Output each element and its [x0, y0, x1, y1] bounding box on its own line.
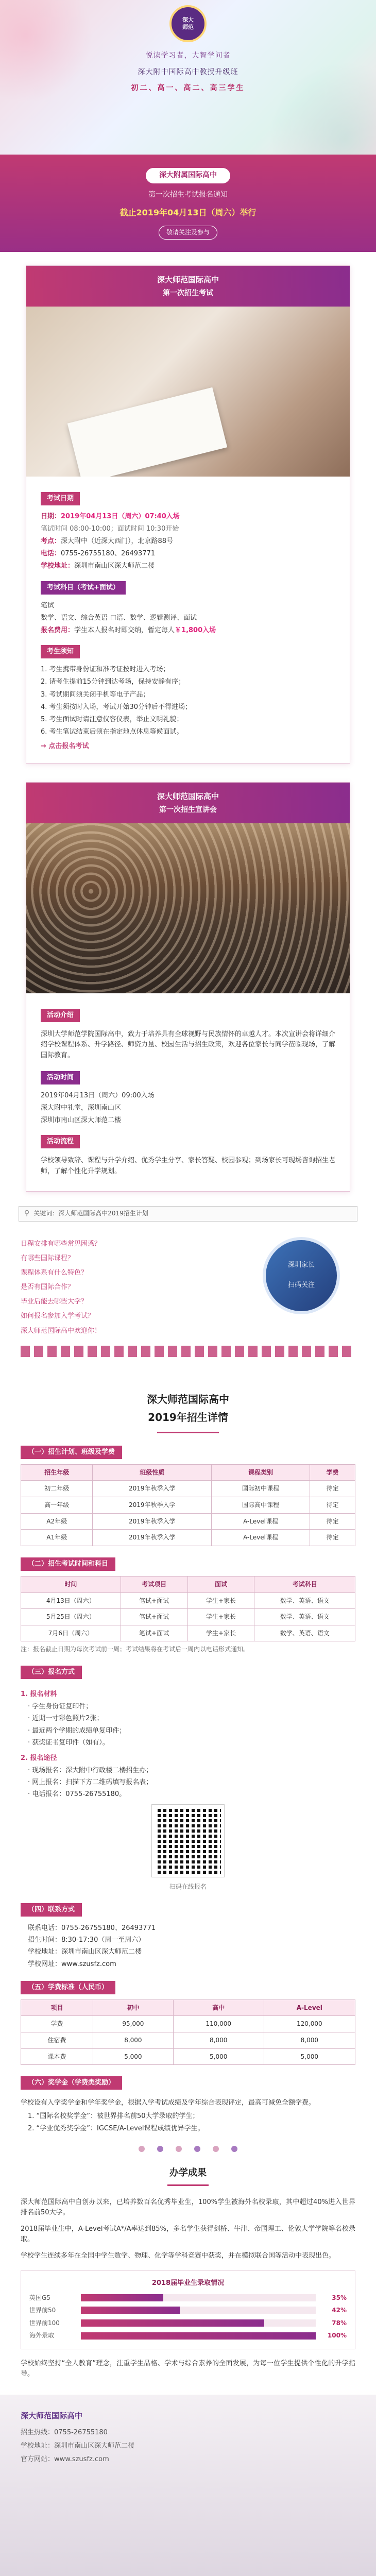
exam-card	[26, 265, 350, 764]
follow-badge[interactable]	[263, 1237, 340, 1314]
qr-caption: 扫码在线报名	[169, 1883, 207, 1891]
schedule-table	[21, 1576, 355, 1641]
bar-row	[29, 2306, 347, 2315]
table-cell: 国际高中课程	[212, 1497, 310, 1514]
dot	[139, 2146, 145, 2152]
achievements-body-2	[21, 2359, 355, 2379]
table-cell: 数学、英语、语文	[254, 1609, 355, 1625]
table-cell: 学生+家长	[187, 1609, 254, 1625]
fee-block	[21, 1981, 355, 2065]
table-row	[21, 1592, 355, 1609]
achievements-underline	[167, 2184, 209, 2186]
chart-title: 2018届毕业生录取情况	[151, 2279, 225, 2287]
table-cell: 笔试+面试	[121, 1625, 187, 1641]
bar-fill	[81, 2294, 163, 2301]
exam-card-body	[26, 477, 350, 764]
bar-value: 35%	[332, 2294, 347, 2301]
exam-notice: 第一次招生考试报名通知	[148, 190, 228, 199]
apply-block	[21, 1666, 355, 1892]
col-header: 学费	[310, 1464, 355, 1481]
seminar-addr: 深圳市南山区深大师范二楼	[41, 1116, 122, 1125]
table-row	[21, 1497, 355, 1514]
plan-head: （一）招生计划、班级及学费	[21, 1446, 122, 1459]
table-cell: 7月6日（周六）	[21, 1625, 121, 1641]
table-cell: 120,000	[264, 2016, 355, 2032]
dot	[194, 2146, 200, 2152]
seminar-time-label: 活动时间	[41, 1071, 80, 1084]
table-cell: 待定	[310, 1497, 355, 1514]
contact-item: 学校地址：深圳市南山区深大师范二楼	[28, 1948, 142, 1956]
exam-slot: 笔试时间 08:00-10:00；面试时间 10:30开始	[41, 524, 179, 533]
search-icon: ⚲	[24, 1209, 30, 1217]
exam-card-title: 深大师范国际高中	[157, 275, 219, 284]
seminar-card-body	[26, 993, 350, 1191]
exam-addr-value: 深圳市南山区深大师范二楼	[74, 562, 155, 570]
exam-notice-item: 3. 考试期间须关闭手机等电子产品；	[41, 690, 150, 699]
exam-tel-key: 电话：	[41, 550, 61, 558]
search-bar[interactable]	[19, 1206, 357, 1222]
table-cell: 8,000	[173, 2032, 264, 2048]
exam-card-subtitle: 第一次招生考试	[163, 289, 213, 298]
table-cell: 5月25日（周六）	[21, 1609, 121, 1625]
exam-tel	[41, 549, 335, 559]
col-header: 高中	[173, 1999, 264, 2016]
table-row	[21, 1625, 355, 1641]
fee-head: （五）学费标准（人民币）	[21, 1981, 115, 1994]
faq-item[interactable]: 是否有国际合作？	[21, 1283, 75, 1292]
exam-tel-value: 0755-26755180、26493771	[61, 550, 156, 558]
bar-label: 海外录取	[29, 2332, 55, 2340]
table-cell: 4月13日（周六）	[21, 1592, 121, 1609]
exam-band	[0, 155, 376, 252]
faq-item[interactable]: 深大师范国际高中欢迎你！	[21, 1327, 101, 1335]
bar-track	[81, 2307, 316, 2314]
school-logo	[169, 5, 207, 42]
table-cell: 待定	[310, 1513, 355, 1530]
table-cell: A1年级	[21, 1530, 93, 1546]
contact-item: 招生时间：8:30-17:30（周一至周六）	[28, 1936, 145, 1944]
achievements-p3: 学校学生连续多年在全国中学生数学、物理、化学等学科竞赛中获奖，并在模拟联合国等活动中表现出色。	[21, 2252, 336, 2260]
faq-item[interactable]: 毕业后能去哪些大学？	[21, 1298, 88, 1306]
card-2-wrap	[0, 769, 376, 1196]
col-header: 班级性质	[93, 1464, 212, 1481]
table-cell: 2019年秋季入学	[93, 1497, 212, 1514]
faq-section	[0, 1222, 376, 1376]
seminar-photo	[26, 823, 350, 993]
fee-table	[21, 1999, 355, 2065]
table-cell: 笔试+面试	[121, 1592, 187, 1609]
footer-title: 深大师范国际高中	[21, 2411, 83, 2421]
hero-text	[0, 50, 376, 99]
table-row	[21, 2016, 355, 2032]
col-header: 招生年级	[21, 1464, 93, 1481]
exam-fee-key: 报名费用：	[41, 626, 75, 634]
col-header: 时间	[21, 1576, 121, 1592]
col-header: 初中	[93, 1999, 173, 2016]
admission-chart	[21, 2270, 355, 2349]
scholarship-block	[21, 2076, 355, 2134]
seminar-intro-label: 活动介绍	[41, 1009, 80, 1022]
exam-time-key: 日期：	[41, 512, 61, 520]
seminar-card	[26, 782, 350, 1191]
hero-grades: 初二、高一、高二、高三学生	[131, 84, 245, 93]
apply-item: · 最近两个学期的成绩单复印件；	[28, 1726, 126, 1735]
apply-sub-1: 1. 报名材料	[21, 1690, 57, 1699]
seminar-detail-label: 活动流程	[41, 1135, 80, 1148]
table-cell: 8,000	[93, 2032, 173, 2048]
col-header: A-Level	[264, 1999, 355, 2016]
plan-block	[21, 1446, 355, 1546]
seminar-time: 2019年04月13日（周六）09:00入场	[41, 1091, 155, 1099]
col-header: 考试科目	[254, 1576, 355, 1592]
exam-date-label: 考试日期	[41, 492, 80, 505]
hero-banner	[0, 0, 376, 155]
table-cell: 初二年级	[21, 1481, 93, 1497]
table-cell: 数学、英语、语文	[254, 1625, 355, 1641]
achievements-p4: 学校始终坚持“全人教育”理念，注重学生品格、学术与综合素养的全面发展，为每一位学生提供个性化的升学指导。	[21, 2359, 355, 2378]
table-row	[21, 1609, 355, 1625]
bar-value: 42%	[332, 2307, 347, 2314]
exam-addr	[41, 561, 335, 571]
seminar-card-title: 深大师范国际高中	[157, 792, 219, 802]
bar-row	[29, 2293, 347, 2303]
exam-fee	[41, 625, 335, 636]
exam-subject-label: 考试科目（考试+面试）	[41, 581, 126, 595]
table-cell: 95,000	[93, 2016, 173, 2032]
table-row	[21, 1530, 355, 1546]
apply-item: · 电话报名：0755-26755180。	[28, 1790, 126, 1799]
exam-notice-item: 4. 考生须按时入场，考试开始30分钟后不得进场；	[41, 703, 192, 711]
table-row	[21, 1481, 355, 1497]
table-cell: A-Level课程	[212, 1513, 310, 1530]
exam-subject-2: 数学、语文、综合英语 口语、数学、逻辑测评、面试	[41, 614, 197, 622]
col-header: 课程类别	[212, 1464, 310, 1481]
table-cell: 学生+家长	[187, 1592, 254, 1609]
follow-badge-text: 深圳家长 扫码关注	[287, 1261, 315, 1290]
plan-table	[21, 1464, 355, 1546]
exam-fee-highlight: ￥1,800入场	[175, 626, 216, 634]
table-cell: 待定	[310, 1481, 355, 1497]
bar-label: 世界前50	[29, 2307, 56, 2314]
section-divider	[21, 1346, 355, 1357]
achievements-title: 办学成果	[169, 2167, 207, 2178]
scholarship-text: 学校设有入学奖学金和学年奖学金，根据入学考试成绩及学年综合表现评定，最高可减免全额学费。	[21, 2099, 316, 2107]
bar-value: 100%	[327, 2332, 347, 2340]
bar-label: 英国G5	[29, 2294, 50, 2301]
exam-school: 深大附属国际高中	[146, 168, 230, 183]
dot	[213, 2146, 219, 2152]
apply-item: · 现场报名：深大附中行政楼二楼招生办；	[28, 1766, 153, 1774]
table-cell: 课本费	[21, 2048, 93, 2065]
table-cell: A-Level课程	[212, 1530, 310, 1546]
apply-sub-2: 2. 报名途径	[21, 1754, 57, 1762]
table-cell: 学生+家长	[187, 1625, 254, 1641]
achievements-section	[0, 2166, 376, 2379]
logo-text: 深大 师范	[182, 16, 194, 30]
table-cell: 国际初中课程	[212, 1481, 310, 1497]
register-qr-code[interactable]	[152, 1805, 224, 1877]
exam-place-value: 深大附中（近深大西门），北京路88号	[61, 537, 174, 546]
bar-fill	[81, 2307, 180, 2314]
table-row	[21, 2032, 355, 2048]
seminar-intro-text: 深圳大学师范学院国际高中，致力于培养具有全球视野与民族情怀的卓越人才。本次宣讲会将详细介绍学校课程体系、升学路径、师资力量、校园生活与招生政策，欢迎各位家长与同学莅临现场，了解国际教育。	[41, 1030, 336, 1059]
bar-row	[29, 2318, 347, 2328]
table-cell: 8,000	[264, 2032, 355, 2048]
bar-label: 世界前100	[29, 2319, 60, 2327]
dot	[231, 2146, 237, 2152]
exam-subject-1: 笔试	[41, 601, 55, 609]
footer-line: 招生热线：0755-26755180	[21, 2428, 108, 2436]
exam-hint[interactable]: 敬请关注及参与	[159, 226, 217, 240]
table-cell: 5,000	[264, 2048, 355, 2065]
admission-title	[0, 1376, 376, 1446]
seminar-card-subtitle: 第一次招生宣讲会	[159, 806, 217, 815]
apply-item: · 获奖证书复印件（如有）。	[28, 1738, 109, 1747]
exam-addr-key: 学校地址：	[41, 562, 75, 570]
scholarship-item: 1. “国际名校奖学金”：被世界排名前50大学录取的学生；	[28, 2112, 199, 2121]
table-cell: 数学、英语、语文	[254, 1592, 355, 1609]
scholarship-head: （六）奖学金（学费类奖励）	[21, 2076, 122, 2090]
bar-track	[81, 2319, 316, 2327]
schedule-note: 注：报名截止日期为每次考试前一周；考试结果将在考试后一周内以电话形式通知。	[21, 1646, 250, 1653]
exam-notice-item: 6. 考生笔试结束后须在指定地点休息等候面试。	[41, 727, 183, 736]
apply-item: · 近期一寸彩色照片2张；	[28, 1715, 104, 1723]
table-cell: 2019年秋季入学	[93, 1513, 212, 1530]
schedule-block	[21, 1557, 355, 1654]
bar-fill	[81, 2332, 316, 2340]
contact-item: 联系电话：0755-26755180、26493771	[28, 1924, 156, 1933]
bar-fill	[81, 2319, 264, 2327]
table-cell: 5,000	[173, 2048, 264, 2065]
bar-row	[29, 2331, 347, 2341]
table-cell: 笔试+面试	[121, 1609, 187, 1625]
hero-line-2: 深大附中国际高中教授升级班	[138, 67, 238, 76]
table-row	[21, 2048, 355, 2065]
bar-track	[81, 2332, 316, 2340]
exam-place	[41, 536, 335, 547]
title-underline	[157, 1432, 219, 1433]
seminar-card-head	[26, 783, 350, 823]
exam-date: 截止2019年04月13日（周六）举行	[119, 208, 257, 218]
schedule-head: （二）招生考试时间和科目	[21, 1557, 115, 1571]
chart-bars	[29, 2293, 347, 2341]
col-header: 项目	[21, 1999, 93, 2016]
exam-time	[41, 512, 335, 522]
admission-title-1: 深大师范国际高中	[147, 1393, 229, 1405]
card-1-wrap	[0, 252, 376, 769]
exam-notice-item: 2. 请考生提前15分钟到达考场，保持安静有序；	[41, 678, 185, 686]
faq-item[interactable]: 日程安排有哪些常见困惑？	[21, 1240, 101, 1248]
table-row	[21, 1513, 355, 1530]
achievements-p2: 2018届毕业生中，A-Level考试A*/A率达到85%，多名学生获得剑桥、牛津、帝国理工、伦敦大学学院等名校录取。	[21, 2225, 355, 2244]
contact-head: （四）联系方式	[21, 1903, 82, 1917]
apply-head: （三）报名方式	[21, 1666, 82, 1679]
scholarship-item: 2. “学业优秀奖学金”：IGCSE/A-Level课程成绩优异学生。	[28, 2124, 204, 2132]
exam-fee-value: 学生本人报名时即交纳，暂定每人	[74, 626, 175, 634]
col-header: 面试	[187, 1576, 254, 1592]
exam-time-value: 2019年04月13日（周六）07:40入场	[61, 512, 180, 520]
exam-notice-list	[41, 665, 335, 737]
hero-line-1: 悦读学习者，大智学问者	[145, 52, 231, 60]
table-cell: 待定	[310, 1530, 355, 1546]
contact-item[interactable]: 学校网址：www.szusfz.com	[28, 1960, 116, 1968]
dot-divider	[0, 2145, 376, 2156]
table-cell: 110,000	[173, 2016, 264, 2032]
exam-photo	[26, 307, 350, 477]
table-cell: 学费	[21, 2016, 93, 2032]
bar-track	[81, 2294, 316, 2301]
faq-item[interactable]: 课程体系有什么特色？	[21, 1269, 88, 1277]
admission-title-2: 2019年招生详情	[148, 1411, 228, 1423]
table-cell: A2年级	[21, 1513, 93, 1530]
dot	[157, 2146, 163, 2152]
col-header: 考试项目	[121, 1576, 187, 1592]
exam-place-key: 考点：	[41, 537, 61, 546]
faq-item[interactable]: 有哪些国际课程？	[21, 1254, 75, 1262]
seminar-detail-text: 学校领导致辞、课程与升学介绍、优秀学生分享、家长答疑、校园参观；到场家长可现场咨询招生老师，了解个性化升学规划。	[41, 1157, 336, 1175]
page-footer	[0, 2395, 376, 2576]
admission-section	[0, 1376, 376, 2134]
apply-item: · 网上报名：扫描下方二维码填写报名表；	[28, 1778, 153, 1787]
search-text: 关键词：深大师范国际高中2019招生计划	[33, 1210, 148, 1217]
exam-notice-item: 1. 考生携带身份证和准考证按时进入考场；	[41, 666, 170, 674]
achievements-body	[21, 2197, 355, 2262]
faq-item[interactable]: 如何报名参加入学考试？	[21, 1312, 95, 1320]
achievements-p1: 深大师范国际高中自创办以来，已培养数百名优秀毕业生，100%学生被海外名校录取，其中超过40%进入世界排名前50大学。	[21, 2198, 355, 2216]
contact-block	[21, 1903, 355, 1970]
table-cell: 住宿费	[21, 2032, 93, 2048]
footer-line[interactable]: 官方网站：www.szusfz.com	[21, 2455, 109, 2463]
table-cell: 高一年级	[21, 1497, 93, 1514]
bar-value: 78%	[332, 2319, 347, 2327]
exam-card-head	[26, 266, 350, 307]
footer-line: 学校地址：深圳市南山区深大师范二楼	[21, 2442, 135, 2450]
exam-notice-item: 5. 考生面试时请注意仪容仪表，举止文明礼貌；	[41, 715, 183, 723]
seminar-place: 深大附中礼堂，深圳南山区	[41, 1104, 122, 1112]
exam-notice-label: 考生须知	[41, 645, 80, 658]
dot	[176, 2146, 182, 2152]
apply-item: · 学生身份证复印件；	[28, 1703, 93, 1711]
exam-register-link[interactable]: → 点击报名考试	[41, 742, 89, 751]
table-cell: 2019年秋季入学	[93, 1530, 212, 1546]
table-cell: 5,000	[93, 2048, 173, 2065]
table-cell: 2019年秋季入学	[93, 1481, 212, 1497]
